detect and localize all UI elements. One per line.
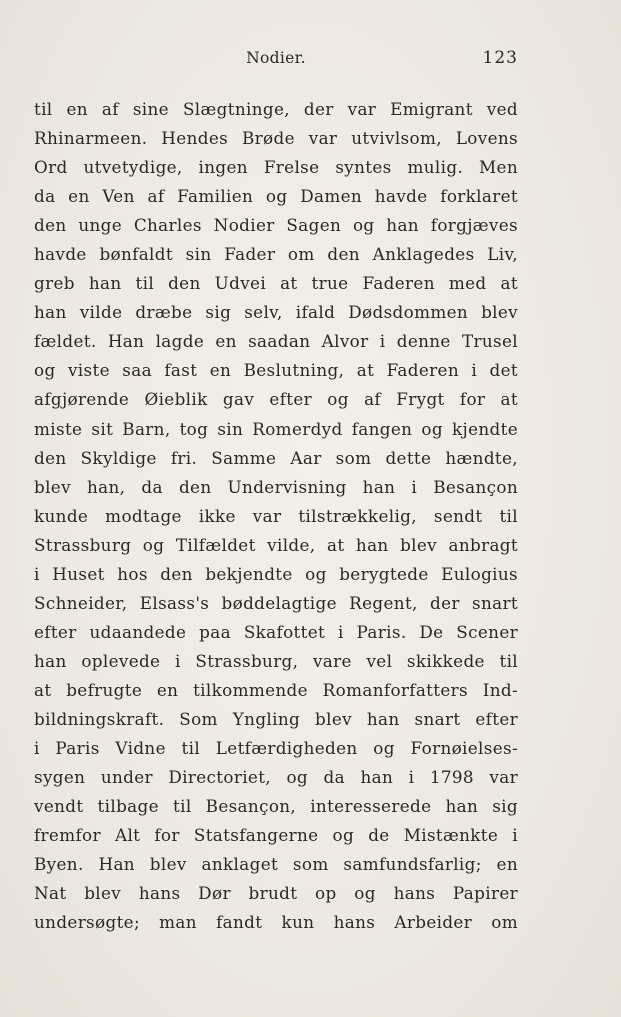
text-line: da en Ven af Familien og Damen havde forklaret — [34, 186, 518, 207]
text-line: at befrugte en tilkommende Romanforfatters Ind- — [34, 679, 518, 700]
text-line: fældet. Han lagde en saadan Alvor i denne Trusel — [34, 331, 518, 352]
text-line: Rhinarmeen. Hendes Brøde var utvivlsom, Lovens — [34, 128, 518, 149]
text-line: i Paris Vidne til Letfærdigheden og Fornøielses- — [34, 738, 518, 759]
text-line: Nat blev hans Dør brudt op og hans Papirer — [34, 883, 518, 904]
text-line: fremfor Alt for Statsfangerne og de Mistænkte i — [34, 825, 518, 846]
text-line: den Skyldige fri. Samme Aar som dette hændte, — [34, 447, 518, 468]
text-line: han oplevede i Strassburg, vare vel skikkede til — [34, 650, 518, 671]
text-line: undersøgte; man fandt kun hans Arbeider om — [34, 912, 518, 933]
text-line: greb han til den Udvei at true Faderen med at — [34, 273, 518, 294]
text-line: han vilde dræbe sig selv, ifald Dødsdommen blev — [34, 302, 518, 323]
text-line: i Huset hos den bekjendte og berygtede Eulogius — [34, 563, 518, 584]
text-line: efter udaandede paa Skafottet i Paris. De Scener — [34, 621, 518, 642]
text-line: sygen under Directoriet, og da han i 1798 var — [34, 767, 518, 788]
text-line: Strassburg og Tilfældet vilde, at han blev anbragt — [34, 534, 518, 555]
text-line: miste sit Barn, tog sin Romerdyd fangen og kjendte — [34, 418, 518, 439]
text-line: vendt tilbage til Besançon, interesserede han sig — [34, 796, 518, 817]
text-line: kunde modtage ikke var tilstrækkelig, sendt til — [34, 505, 518, 526]
running-title: Nodier. — [246, 49, 306, 67]
text-line: bildningskraft. Som Yngling blev han snart efter — [34, 708, 518, 729]
text-line: den unge Charles Nodier Sagen og han forgjæves — [34, 215, 518, 236]
text-line: havde bønfaldt sin Fader om den Anklagedes Liv, — [34, 244, 518, 265]
text-line: og viste saa fast en Beslutning, at Faderen i det — [34, 360, 518, 381]
text-line: Byen. Han blev anklaget som samfundsfarlig; en — [34, 854, 518, 875]
text-line: blev han, da den Undervisning han i Besançon — [34, 476, 518, 497]
text-line: til en af sine Slægtninge, der var Emigrant ved — [34, 99, 518, 119]
text-line: Ord utvetydige, ingen Frelse syntes mulig. Men — [34, 157, 518, 178]
page-number: 123 — [482, 48, 518, 68]
page-header — [34, 47, 518, 71]
body-text — [34, 95, 518, 937]
text-line: afgjørende Øieblik gav efter og af Frygt for at — [34, 389, 518, 410]
text-line: Schneider, Elsass's bøddelagtige Regent, der snart — [34, 592, 518, 613]
